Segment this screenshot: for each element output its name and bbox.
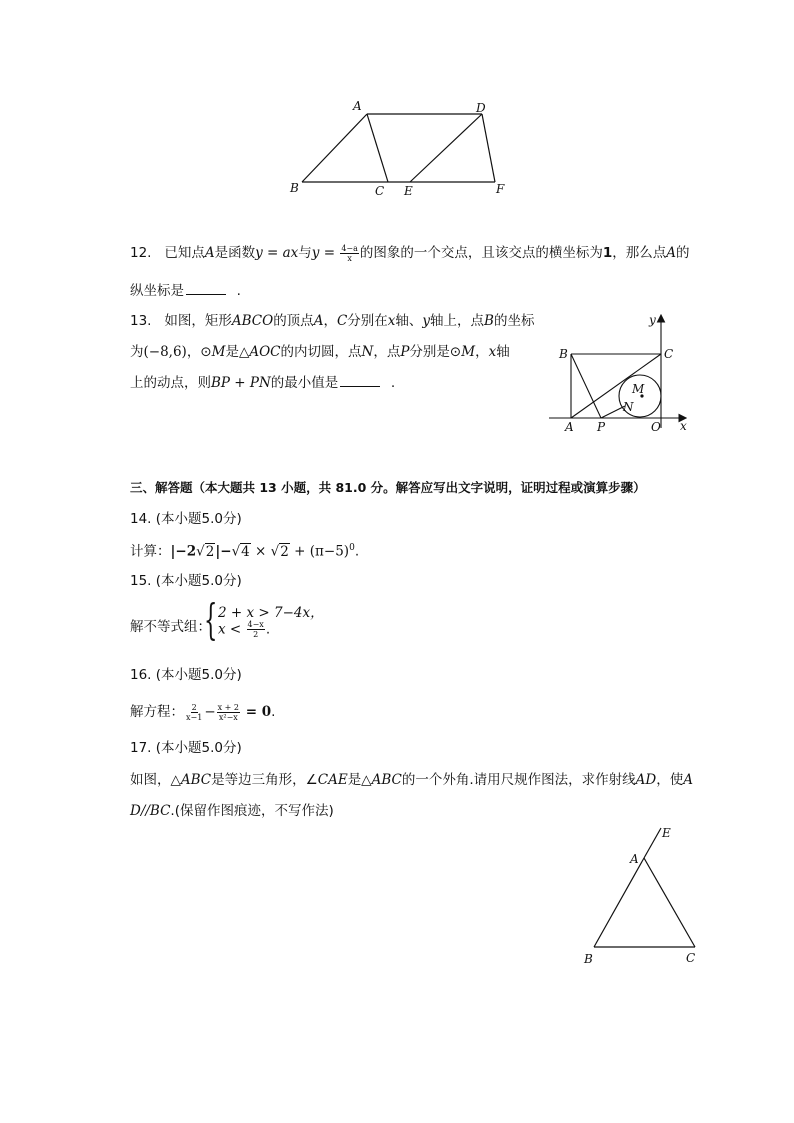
label-C: C <box>686 951 696 965</box>
question-13-line-1: 13. 如图，矩形ABCO的顶点A，C分别在x轴、y轴上，点B的坐标 <box>130 313 535 329</box>
axis-label-y: y <box>649 313 656 327</box>
label-C: C <box>664 347 674 361</box>
question-16-header: 16. (本小题5.0分) <box>130 667 242 683</box>
figure-equilateral-triangle <box>578 822 703 970</box>
system-brace: { <box>204 595 218 644</box>
question-16-body: 解方程： $\frac{2}{x-1}$ − $\frac{x + 2}{\text{x²−x}}$ = 0. <box>130 702 276 722</box>
question-17-header: 17. (本小题5.0分) <box>130 740 242 756</box>
label-M: M <box>632 382 645 396</box>
fraction: $\frac{4-a}{x}$ <box>341 243 358 263</box>
label-A: A <box>630 852 639 866</box>
label-E: E <box>404 184 413 198</box>
question-17-line-1: 如图，△ABC是等边三角形，∠CAE是△ABC的一个外角.请用尺规作图法，求作射线AD，使A <box>130 772 693 788</box>
question-15-prefix: 解不等式组： <box>130 619 211 635</box>
answer-blank <box>340 373 380 387</box>
question-12-line-1: 12. 已知点A是函数y = ax与y = $\frac{4-a}{x}$ 的图象的一个交点，且该交点的横坐标为1，那么点A的 <box>130 243 690 263</box>
label-B: B <box>584 952 593 966</box>
figure-rectangle-incircle <box>545 308 695 436</box>
label-B: B <box>290 181 299 195</box>
figure-parallelograms <box>285 95 510 205</box>
inequality-1: 2 + x > 7−4x， <box>218 605 324 621</box>
axis-label-x: x <box>680 419 687 433</box>
label-E: E <box>662 826 671 840</box>
label-D: D <box>476 101 486 115</box>
label-O: O <box>651 420 661 434</box>
label-B: B <box>559 347 568 361</box>
question-15-header: 15. (本小题5.0分) <box>130 573 242 589</box>
label-N: N <box>623 400 634 414</box>
question-13-line-3: 上的动点，则BP + PN的最小值是 . <box>130 375 396 391</box>
label-C: C <box>375 184 385 198</box>
label-P: P <box>597 420 606 434</box>
fraction: $\frac{2}{x-1}$ <box>186 702 203 722</box>
question-17-line-2: D//BC.(保留作图痕迹，不写作法) <box>130 803 334 819</box>
question-13-line-2: 为(−8,6)，⊙M是△AOC的内切圆，点N，点P分别是⊙M，x轴 <box>130 344 510 360</box>
fraction: $\frac{4-x}{2}$ <box>247 620 264 639</box>
label-A: A <box>565 420 574 434</box>
section-heading: 三、解答题（本大题共 13 小题，共 81.0 分。解答应写出文字说明，证明过程或演算步骤） <box>130 480 646 495</box>
label-A: A <box>353 99 362 113</box>
question-14-header: 14. (本小题5.0分) <box>130 511 242 527</box>
label-F: F <box>496 182 505 196</box>
answer-blank <box>186 281 226 295</box>
question-12-line-2: 纵坐标是 . <box>130 283 241 299</box>
fraction: $\frac{x + 2}{\text{x²−x}}$ <box>217 702 240 722</box>
question-14-body: 计算：$|-2√2|-√4 \times √2 + (\pi-5)^0$. <box>130 543 360 560</box>
inequality-2: x < $\frac{4-x}{2}$ . <box>218 620 271 639</box>
